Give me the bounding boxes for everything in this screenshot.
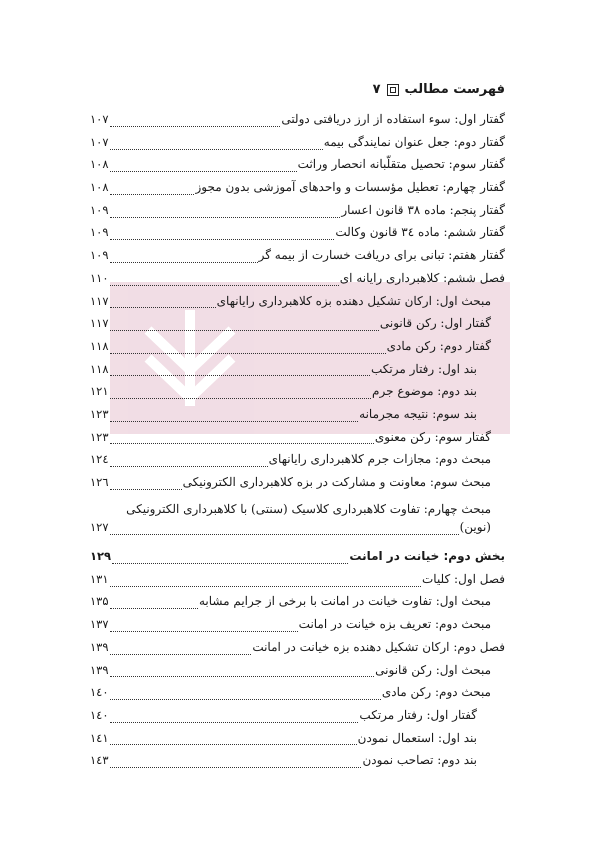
toc-entry-title: گفتار سوم: رکن معنوی: [374, 429, 491, 444]
dot-leader: [110, 676, 375, 677]
toc-entry-title: گفتار دوم: جعل عنوان نمایندگی بیمه: [323, 134, 505, 149]
toc-entry-continuation: (نوین): [459, 520, 491, 535]
dot-leader: [110, 398, 372, 399]
toc-entry[interactable]: [90, 271, 505, 294]
toc-entry[interactable]: [90, 294, 505, 317]
toc-entry-title: مبحث دوم: مجازات جرم کلاهبرداری رایانهای: [268, 452, 491, 467]
toc-page-number: ۱۳۵: [90, 594, 109, 609]
toc-page-number: ۱۳۹: [90, 662, 109, 677]
toc-page-number: ۱۰۹: [90, 225, 109, 240]
toc-page-number: ۱۰۹: [90, 248, 109, 263]
toc-page-number: ۱۳۷: [90, 617, 109, 632]
toc-page-number: ۱۲۳: [90, 429, 109, 444]
toc-entry-title: مبحث اول: رکن قانونی: [375, 662, 491, 677]
toc-page-number: ۱۰۸: [90, 180, 109, 195]
toc-page-number: ۱۳۹: [90, 639, 109, 654]
dot-leader: [110, 699, 381, 700]
toc-entry-title: بخش دوم: خیانت در امانت: [349, 549, 505, 564]
toc-entry[interactable]: [90, 572, 505, 595]
toc-entry[interactable]: [90, 135, 505, 158]
toc-entry[interactable]: [90, 617, 505, 640]
toc-entry-title: بند دوم: موضوع جرم: [372, 384, 477, 399]
toc-entry-title: گفتار پنجم: ماده ۳۸ قانون اعسار: [341, 202, 505, 217]
toc-entry[interactable]: [90, 430, 505, 453]
dot-leader: [112, 563, 348, 564]
toc-page-number: ۱۱۸: [90, 361, 109, 376]
toc-entry-title: گفتار سوم: تحصیل متقلّبانه انحصار وراثت: [297, 157, 505, 172]
toc-page-number: ۱۰۹: [90, 202, 109, 217]
toc-entry[interactable]: [90, 708, 505, 731]
toc-entry[interactable]: [90, 520, 505, 543]
toc-entry[interactable]: [90, 549, 505, 572]
dot-leader: [110, 421, 359, 422]
dot-leader: [110, 767, 362, 768]
toc-page-number: ۱۲۹: [90, 549, 112, 564]
dot-leader: [110, 654, 252, 655]
toc-entry-title: بند اول: رفتار مرتکب: [371, 361, 477, 376]
toc-entry[interactable]: [90, 475, 505, 498]
toc-page-number: ۱۲۳: [90, 406, 109, 421]
toc-page-number: ۱۱۰: [90, 270, 109, 285]
toc-page-number: ۱۱۷: [90, 316, 109, 331]
toc-entry-title: فصل ششم: کلاهبرداری رایانه ای: [339, 270, 505, 285]
toc-entry[interactable]: [90, 594, 505, 617]
dot-leader: [110, 722, 359, 723]
dot-leader: [110, 239, 335, 240]
toc-page-number: ۱۲۷: [90, 520, 109, 535]
dot-leader: [110, 149, 323, 150]
toc-entry[interactable]: [90, 753, 505, 776]
toc-page-number: ۱۲٤: [90, 452, 109, 467]
toc-entry-title: فصل اول: کلیات: [421, 571, 505, 586]
toc-entry-title: گفتار اول: رکن قانونی: [379, 316, 491, 331]
dot-leader: [110, 744, 357, 745]
dot-leader: [110, 489, 182, 490]
toc-page-number: ۱۰۷: [90, 112, 109, 126]
toc-entry-title: گفتار دوم: رکن مادی: [386, 338, 491, 353]
toc-entry-title: گفتار اول: سوء استفاده از ارز دریافتی دولتی: [281, 112, 505, 126]
dot-leader: [110, 443, 374, 444]
dot-leader: [110, 126, 281, 127]
toc-entry[interactable]: [90, 339, 505, 362]
toc-entry[interactable]: [90, 452, 505, 475]
toc-page-number: ۱۳۱: [90, 571, 109, 586]
toc-entry-title: مبحث دوم: رکن مادی: [381, 685, 491, 700]
toc-entry-title: گفتار چهارم: تعطیل مؤسسات و واحدهای آموزشی بدون مجوز: [195, 180, 505, 195]
table-of-contents: [90, 112, 505, 776]
toc-page-number: ۱۰۸: [90, 157, 109, 172]
dot-leader: [110, 534, 459, 535]
toc-entry-title: گفتار اول: رفتار مرتکب: [359, 707, 477, 722]
toc-entry[interactable]: [90, 157, 505, 180]
toc-page-number: ۱٤۳: [90, 753, 109, 768]
header-title: فهرست مطالب: [404, 82, 505, 97]
toc-page-number: ۱٤۰: [90, 707, 109, 722]
toc-entry-title: گفتار هفتم: تبانی برای دریافت خسارت از بیمه گر: [258, 248, 505, 263]
dot-leader: [110, 262, 258, 263]
toc-entry[interactable]: [90, 685, 505, 708]
toc-entry[interactable]: [90, 362, 505, 385]
dot-leader: [110, 353, 386, 354]
toc-entry-title: مبحث چهارم: تفاوت کلاهبرداری کلاسیک (سنتی) با کلاهبرداری الکترونیکی: [126, 501, 491, 516]
dot-leader: [110, 307, 216, 308]
toc-entry-title: فصل دوم: ارکان تشکیل دهنده بزه خیانت در امانت: [252, 639, 505, 654]
toc-entry-title: مبحث سوم: معاونت و مشارکت در بزه کلاهبرداری الکترونیکی: [182, 475, 491, 489]
toc-page-number: ۱٤۱: [90, 730, 109, 745]
toc-entry[interactable]: [90, 316, 505, 339]
dot-leader: [110, 171, 297, 172]
toc-entry[interactable]: [90, 225, 505, 248]
toc-entry[interactable]: [90, 203, 505, 226]
toc-page-number: ۱٤۰: [90, 685, 109, 700]
toc-entry-title: گفتار ششم: ماده ٣٤ قانون وکالت: [335, 225, 505, 240]
dot-leader: [110, 285, 339, 286]
page-number: ۷: [372, 82, 381, 97]
toc-entry[interactable]: [90, 180, 505, 203]
dot-leader: [110, 608, 198, 609]
dot-leader: [110, 217, 341, 218]
toc-entry[interactable]: [90, 731, 505, 754]
toc-page-number: ۱۲٦: [90, 475, 109, 489]
toc-entry[interactable]: [90, 112, 505, 135]
toc-entry[interactable]: [90, 407, 505, 430]
dot-leader: [110, 194, 195, 195]
dot-leader: [110, 330, 379, 331]
toc-entry[interactable]: [90, 640, 505, 663]
toc-entry[interactable]: [90, 384, 505, 407]
dot-leader: [110, 631, 298, 632]
toc-entry-title: مبحث دوم: تعریف بزه خیانت در امانت: [298, 617, 491, 632]
toc-page-number: ۱۲۱: [90, 384, 109, 399]
toc-page-number: ۱۱۸: [90, 338, 109, 353]
square-ornament-icon: [387, 84, 399, 96]
toc-entry-title: مبحث اول: ارکان تشکیل دهنده بزه کلاهبرداری رایانهای: [216, 293, 491, 308]
toc-entry-title: بند اول: استعمال نمودن: [357, 730, 477, 745]
toc-page-number: ۱۱۷: [90, 293, 109, 308]
toc-entry-title: مبحث اول: تفاوت خیانت در امانت با برخی از جرایم مشابه: [198, 594, 491, 609]
toc-entry[interactable]: [90, 248, 505, 271]
page-header: [95, 82, 505, 97]
toc-page-number: ۱۰۷: [90, 134, 109, 149]
dot-leader: [110, 466, 268, 467]
dot-leader: [110, 375, 370, 376]
toc-entry-title: بند دوم: تصاحب نمودن: [362, 753, 477, 768]
dot-leader: [110, 586, 421, 587]
toc-entry[interactable]: [90, 663, 505, 686]
toc-entry-title: بند سوم: نتیجه مجرمانه: [359, 406, 477, 421]
